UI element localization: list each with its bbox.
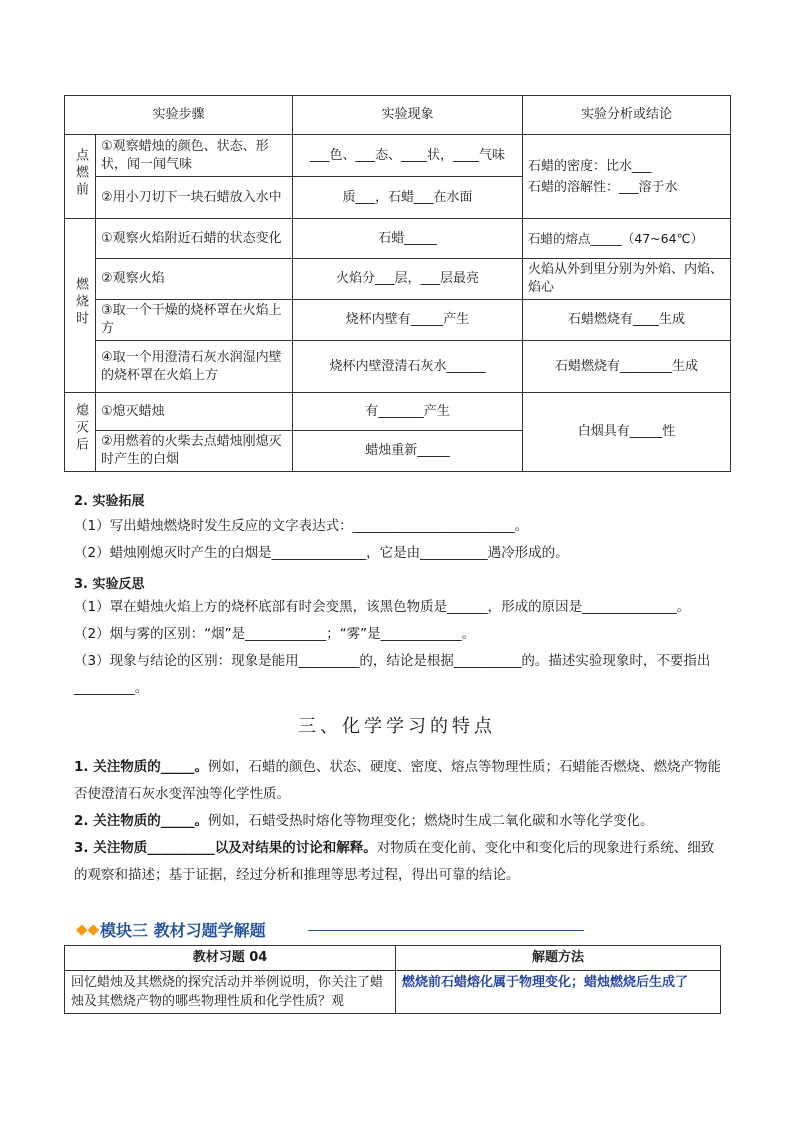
feature-1 [74,754,724,808]
question-line: （1）罩在蜡烛火焰上方的烧杯底部有时会变黑，该黑色物质是______，形成的原因是______________。 [74,599,691,615]
feature-1-lead: 1. 关注物质的_____。 [74,759,208,775]
phenomenon-cell: 烧杯内壁有_____产生 [293,300,523,341]
chapter-title: 三、化学学习的特点 [298,716,496,737]
feature-2 [74,808,724,835]
conclusion-cell: 石蜡的密度：比水___ 石蜡的溶解性：___溶于水 [523,135,731,219]
conclusion-cell: 白烟具有_____性 [523,393,731,472]
double-diamond-icon: ◆◆ [76,920,100,938]
feature-2-text: 例如，石蜡受热时熔化等物理变化；燃烧时生成二氧化碳和水等化学变化。 [207,813,654,829]
table-row [65,259,731,300]
table-row [65,393,731,431]
conclusion-cell: 石蜡燃烧有________生成 [523,341,731,393]
phenomenon-cell: 蜡烛重新_____ [293,431,523,472]
section-heading-extension: 2. 实验拓展 [74,494,145,509]
conclusion-cell: 石蜡的熔点_____（47~64℃） [523,219,731,259]
table-row [65,971,721,1014]
phenomenon-cell: 质___，石蜡___在水面 [293,177,523,219]
question-line: （2）烟与雾的区别：“烟”是____________；“雾”是____________。 [74,626,476,642]
feature-3-lead: 3. 关注物质__________以及对结果的讨论和解释。 [74,840,377,856]
exercise-method: 燃烧前石蜡熔化属于物理变化；蜡烛燃烧后生成了 [396,971,721,1014]
phenomenon-cell: ___色、___态、____状，____气味 [293,135,523,177]
feature-1-text: 例如，石蜡的颜色、状态、硬度、密度、熔点等物理性质；石蜡能否燃烧、燃烧产物能否使澄清石灰水变浑浊等化学性质。 [74,759,721,802]
method-header: 解题方法 [396,946,721,971]
table-row [65,135,731,177]
step-cell: ③取一个干燥的烧杯罩在火焰上方 [96,300,293,341]
step-cell: ①观察蜡烛的颜色、状态、形状，闻一闻气味 [96,135,293,177]
table-row [65,219,731,259]
experiment-table [64,95,731,472]
phenomenon-cell: 火焰分___层，___层最亮 [293,259,523,300]
step-cell: ④取一个用澄清石灰水润湿内壁的烧杯罩在火焰上方 [96,341,293,393]
feature-3 [74,835,724,889]
table-row [65,341,731,393]
step-cell: ①观察火焰附近石蜡的状态变化 [96,219,293,259]
conclusion-cell: 石蜡燃烧有____生成 [523,300,731,341]
header-phenomena: 实验现象 [293,96,523,135]
group-label-during: 燃烧时 [65,219,96,393]
module-title: 模块三 教材习题学解题 [100,921,266,940]
exercise-header: 教材习题 04 [65,946,396,971]
group-label-after: 熄灭后 [65,393,96,472]
step-cell: ②用小刀切下一块石蜡放入水中 [96,177,293,219]
module-header [76,917,586,941]
table-row [65,946,721,971]
phenomenon-cell: 烧杯内壁澄清石灰水______ [293,341,523,393]
step-cell: ②用燃着的火柴去点蜡烛刚熄灭时产生的白烟 [96,431,293,472]
table-header-row [65,96,731,135]
step-cell: ②观察火焰 [96,259,293,300]
header-steps: 实验步骤 [65,96,293,135]
step-cell: ①熄灭蜡烛 [96,393,293,431]
phenomenon-cell: 石蜡_____ [293,219,523,259]
feature-2-lead: 2. 关注物质的_____。 [74,813,208,829]
question-line: （3）现象与结论的区别：现象是能用_________的，结论是根据__________的。描述实验现象时，不要指出_________。 [74,653,711,696]
exercise-question: 回忆蜡烛及其燃烧的探究活动并举例说明，你关注了蜡烛及其燃烧产物的哪些物理性质和化学性质？观 [65,971,396,1014]
phenomenon-cell: 有_______产生 [293,393,523,431]
feature-3-text: 对物质在变化前、变化中和变化后的现象进行系统、细致的观察和描述；基于证据，经过分析和推理等思考过程，得出可靠的结论。 [74,840,715,883]
header-conclusion: 实验分析或结论 [523,96,731,135]
section-heading-reflection: 3. 实验反思 [74,577,145,592]
module-divider [308,930,584,931]
table-row [65,300,731,341]
exercise-table [64,945,721,1014]
question-line: （2）蜡烛刚熄灭时产生的白烟是______________，它是由__________遇冷形成的。 [74,545,569,561]
group-label-before: 点燃前 [65,135,96,219]
conclusion-cell: 火焰从外到里分别为外焰、内焰、焰心 [523,259,731,300]
question-line: （1）写出蜡烛燃烧时发生反应的文字表达式：________________________。 [74,518,529,534]
